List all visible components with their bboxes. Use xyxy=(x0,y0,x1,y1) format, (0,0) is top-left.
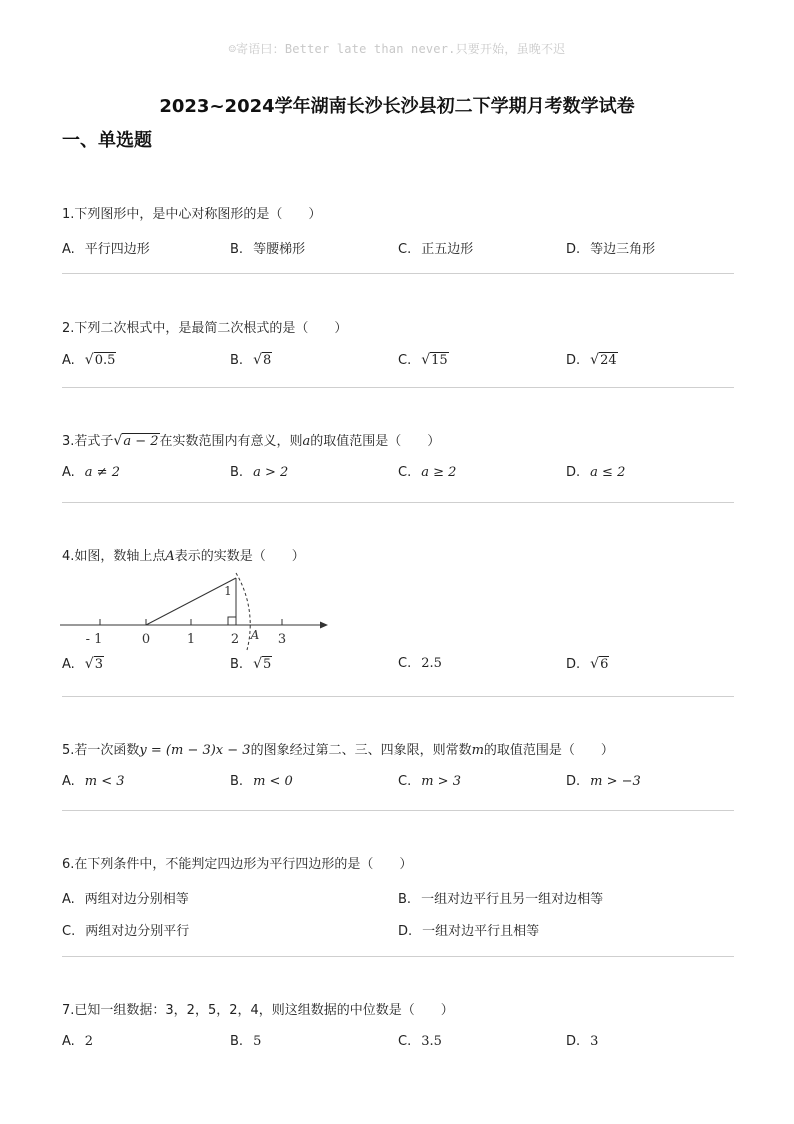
option-d[interactable]: D. 等边三角形 xyxy=(566,242,656,257)
question-1 xyxy=(62,203,734,258)
option-a[interactable]: A. 2 xyxy=(62,1034,94,1049)
option-b[interactable]: B. 等腰梯形 xyxy=(230,242,306,257)
height-label: 1 xyxy=(224,584,232,598)
tick-label: 2 xyxy=(230,632,240,647)
option-d[interactable]: D. √6 xyxy=(566,656,609,672)
question-2-options xyxy=(62,352,734,372)
option-d[interactable]: D. 3 xyxy=(566,1034,599,1049)
question-6 xyxy=(62,853,734,940)
question-6-stem: 6.在下列条件中，不能判定四边形为平行四边形的是（ ） xyxy=(62,857,413,872)
divider xyxy=(62,956,734,957)
sqrt-expression: √3 xyxy=(84,656,103,672)
sqrt-expression: √5 xyxy=(253,656,272,672)
option-d[interactable]: D. 一组对边平行且相等 xyxy=(398,924,540,939)
option-d[interactable]: D. a ≤ 2 xyxy=(566,465,626,480)
tick-label: 1 xyxy=(186,632,196,647)
option-a[interactable]: A. √3 xyxy=(62,656,103,672)
divider xyxy=(62,810,734,811)
divider xyxy=(62,502,734,503)
option-c[interactable]: C. 正五边形 xyxy=(398,242,474,257)
option-c[interactable]: C. a ≥ 2 xyxy=(398,465,457,480)
question-2-stem: 2.下列二次根式中，是最简二次根式的是（ ） xyxy=(62,321,348,336)
question-4-options xyxy=(62,656,734,676)
option-c[interactable]: C. 3.5 xyxy=(398,1034,442,1049)
question-4-answers xyxy=(62,656,734,676)
question-5-stem: 5.若一次函数y = (m − 3)x − 3的图象经过第二、三、四象限，则常数m的取值范围是（ ） xyxy=(62,743,614,758)
hypotenuse xyxy=(146,578,236,625)
option-b[interactable]: B. 5 xyxy=(230,1034,262,1049)
sqrt-expression: √15 xyxy=(421,352,448,368)
option-b[interactable]: B. 一组对边平行且另一组对边相等 xyxy=(398,892,604,907)
option-b[interactable]: B. √5 xyxy=(230,656,272,672)
question-2 xyxy=(62,317,734,372)
option-b[interactable]: B. a > 2 xyxy=(230,465,289,480)
question-6-options-row-1 xyxy=(62,888,734,908)
question-1-options xyxy=(62,238,734,258)
watermark: ☺寄语曰：Better late than never.只要开始，虽晚不迟 xyxy=(228,42,566,56)
question-5 xyxy=(62,739,734,794)
question-4-stem: 4.如图，数轴上点A表示的实数是（ ） xyxy=(62,549,305,564)
tick-label: 0 xyxy=(141,632,151,647)
option-a[interactable]: A. 两组对边分别相等 xyxy=(62,892,189,907)
number-line-figure xyxy=(58,568,338,652)
question-4 xyxy=(62,545,734,564)
tick-label: 3 xyxy=(277,632,287,647)
question-3 xyxy=(62,430,734,485)
point-a-label: A xyxy=(250,628,260,642)
option-c[interactable]: C. 两组对边分别平行 xyxy=(62,924,190,939)
question-7-options xyxy=(62,1034,734,1054)
question-7-stem: 7.已知一组数据：3，2，5，2，4，则这组数据的中位数是（ ） xyxy=(62,1003,454,1018)
divider xyxy=(62,696,734,697)
question-3-stem: 3.若式子√a − 2在实数范围内有意义，则a的取值范围是（ ） xyxy=(62,433,441,449)
question-1-stem: 1.下列图形中，是中心对称图形的是（ ） xyxy=(62,207,322,222)
option-c[interactable]: C. √15 xyxy=(398,352,448,368)
question-6-options-row-2 xyxy=(62,920,734,940)
divider xyxy=(62,387,734,388)
option-c[interactable]: C. 2.5 xyxy=(398,656,442,671)
sqrt-expression: √24 xyxy=(590,352,617,368)
sqrt-expression: √6 xyxy=(590,656,609,672)
option-d[interactable]: D. √24 xyxy=(566,352,617,368)
tick-label: - 1 xyxy=(85,632,103,647)
axis-arrow xyxy=(320,622,328,629)
option-a[interactable]: A. 平行四边形 xyxy=(62,242,150,257)
divider xyxy=(62,273,734,274)
question-7 xyxy=(62,999,734,1054)
option-a[interactable]: A. a ≠ 2 xyxy=(62,465,120,480)
sqrt-expression: √a − 2 xyxy=(113,433,159,449)
sqrt-expression: √0.5 xyxy=(84,352,116,368)
option-a[interactable]: A. √0.5 xyxy=(62,352,116,368)
sqrt-expression: √8 xyxy=(253,352,272,368)
page-title: 2023~2024学年湖南长沙长沙县初二下学期月考数学试卷 xyxy=(159,96,635,117)
option-b[interactable]: B. √8 xyxy=(230,352,272,368)
option-b[interactable]: B. m < 0 xyxy=(230,774,293,789)
question-5-options xyxy=(62,774,734,794)
question-3-options xyxy=(62,465,734,485)
option-d[interactable]: D. m > −3 xyxy=(566,774,641,789)
right-angle-mark xyxy=(228,617,236,625)
section-heading: 一、单选题 xyxy=(62,130,152,151)
option-a[interactable]: A. m < 3 xyxy=(62,774,125,789)
option-c[interactable]: C. m > 3 xyxy=(398,774,461,789)
